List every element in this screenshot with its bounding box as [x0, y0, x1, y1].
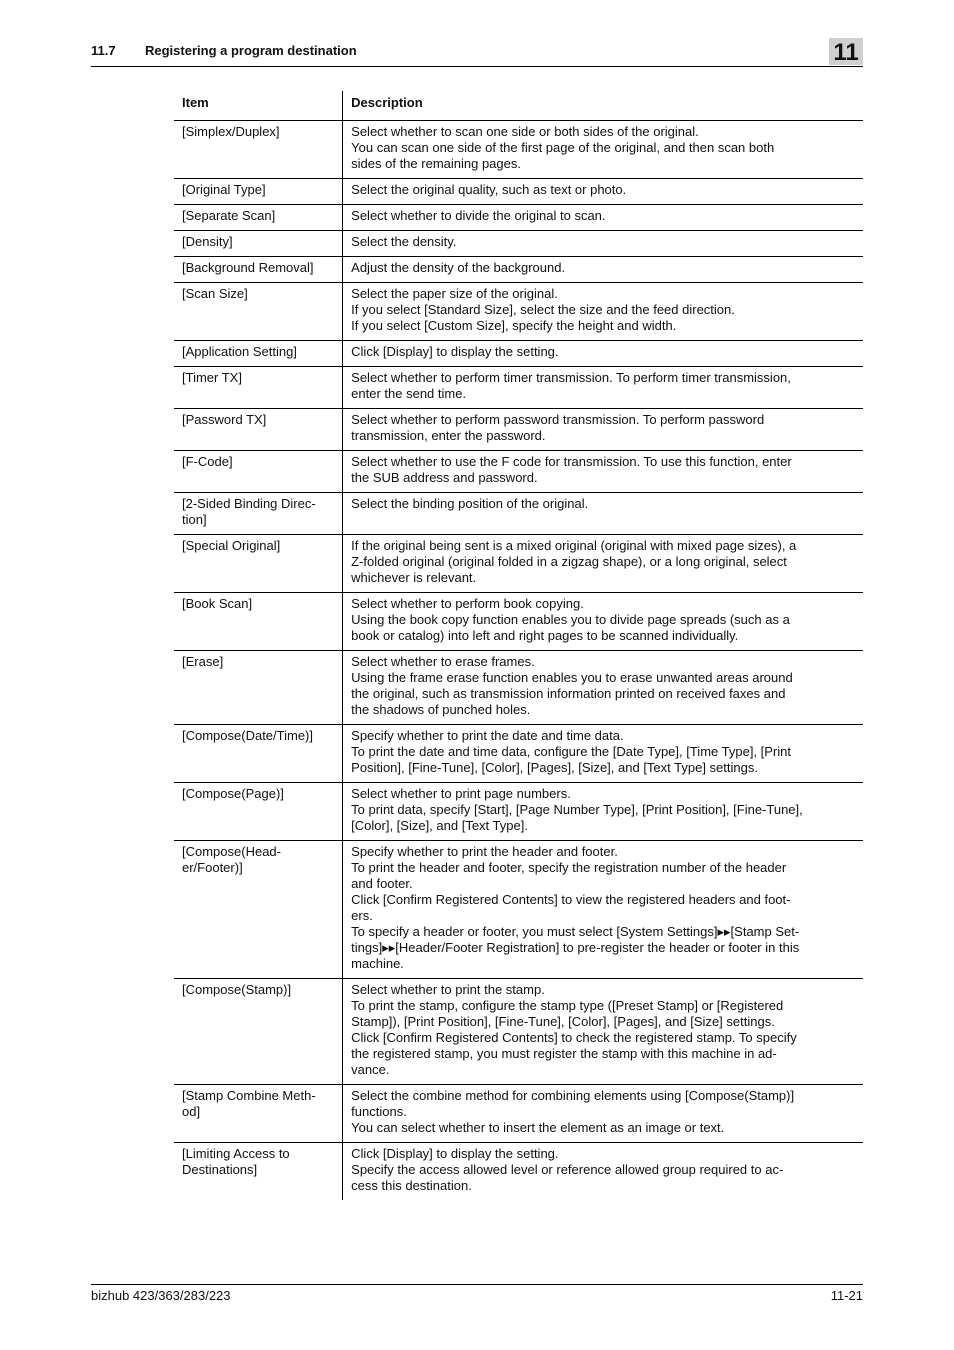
table-row — [174, 979, 863, 1085]
item-cell — [174, 257, 343, 283]
description-text: Using the book copy function enables you to divide page spreads (such as a — [351, 612, 790, 627]
description-text: If you select [Standard Size], select the size and the feed direction. — [351, 302, 735, 317]
item-cell — [174, 979, 343, 1085]
description-text: Click [Display] to display the setting. — [351, 1146, 559, 1161]
description-text: If the original being sent is a mixed original (original with mixed page sizes), a — [351, 538, 797, 553]
item-text: [Limiting Access to — [182, 1146, 290, 1161]
table-row — [174, 1085, 863, 1143]
item-cell — [174, 593, 343, 651]
item-text: [Timer TX] — [182, 370, 242, 385]
description-text: Select whether to perform book copying. — [351, 596, 584, 611]
item-text: [Separate Scan] — [182, 208, 276, 223]
item-text: Destinations] — [182, 1162, 258, 1177]
description-text: the registered stamp, you must register the stamp with this machine in ad- — [351, 1046, 777, 1061]
description-cell — [343, 451, 863, 493]
page-number: 11-21 — [830, 1288, 863, 1303]
table-row — [174, 121, 863, 179]
item-text: [Simplex/Duplex] — [182, 124, 280, 139]
item-cell — [174, 283, 343, 341]
item-text: [Compose(Head- — [182, 844, 281, 859]
description-text: Click [Display] to display the setting. — [351, 344, 559, 359]
table-row — [174, 205, 863, 231]
item-text: od] — [182, 1104, 201, 1119]
description-text: Select whether to print the stamp. — [351, 982, 545, 997]
table-row — [174, 179, 863, 205]
table-row — [174, 783, 863, 841]
description-text: Position], [Fine-Tune], [Color], [Pages], [Size], and [Text Type] settings. — [351, 760, 758, 775]
description-text: tings]▸▸[Header/Footer Registration] to pre-register the header or footer in this — [351, 940, 800, 955]
table-row — [174, 725, 863, 783]
description-text: the shadows of punched holes. — [351, 702, 531, 717]
description-text: transmission, enter the password. — [351, 428, 546, 443]
item-text: [Compose(Date/Time)] — [182, 728, 313, 743]
description-text: and footer. — [351, 876, 413, 891]
description-text: Select the binding position of the original. — [351, 496, 589, 511]
description-text: enter the send time. — [351, 386, 467, 401]
description-text: book or catalog) into left and right pages to be scanned individually. — [351, 628, 739, 643]
description-text: ers. — [351, 908, 373, 923]
table-body — [174, 121, 863, 1201]
item-text: [Special Original] — [182, 538, 281, 553]
description-text: sides of the remaining pages. — [351, 156, 521, 171]
description-text: Select whether to erase frames. — [351, 654, 535, 669]
item-cell — [174, 841, 343, 979]
description-text: Select the paper size of the original. — [351, 286, 558, 301]
section-title: Registering a program destination — [145, 43, 357, 58]
description-text: To print the stamp, configure the stamp type ([Preset Stamp] or [Registered — [351, 998, 784, 1013]
item-text: [2-Sided Binding Direc- — [182, 496, 316, 511]
description-text: Specify the access allowed level or reference allowed group required to ac- — [351, 1162, 784, 1177]
description-text: [Color], [Size], and [Text Type]. — [351, 818, 528, 833]
item-text: [F-Code] — [182, 454, 233, 469]
item-text: [Stamp Combine Meth- — [182, 1088, 316, 1103]
description-text: Select the original quality, such as text or photo. — [351, 182, 627, 197]
item-text: [Book Scan] — [182, 596, 253, 611]
description-text: functions. — [351, 1104, 407, 1119]
item-text: [Scan Size] — [182, 286, 248, 301]
description-text: Select whether to divide the original to scan. — [351, 208, 606, 223]
description-text: Select whether to use the F code for transmission. To use this function, enter — [351, 454, 792, 469]
description-cell — [343, 651, 863, 725]
page-header — [91, 40, 863, 67]
item-text: [Density] — [182, 234, 233, 249]
description-text: the SUB address and password. — [351, 470, 538, 485]
item-cell — [174, 1085, 343, 1143]
description-text: Select whether to perform timer transmission. To perform timer transmission, — [351, 370, 791, 385]
description-cell — [343, 725, 863, 783]
table-row — [174, 283, 863, 341]
description-text: machine. — [351, 956, 404, 971]
item-cell — [174, 535, 343, 593]
item-cell — [174, 1143, 343, 1201]
item-cell — [174, 341, 343, 367]
chapter-badge: 11 — [829, 38, 863, 65]
description-text: Select whether to perform password transmission. To perform password — [351, 412, 765, 427]
description-cell — [343, 783, 863, 841]
description-cell — [343, 179, 863, 205]
item-cell — [174, 725, 343, 783]
table-row — [174, 409, 863, 451]
description-cell — [343, 257, 863, 283]
item-cell — [174, 231, 343, 257]
description-text: You can select whether to insert the element as an image or text. — [351, 1120, 725, 1135]
description-text: Select the combine method for combining elements using [Compose(Stamp)] — [351, 1088, 795, 1103]
description-cell — [343, 121, 863, 179]
description-cell — [343, 283, 863, 341]
table-row — [174, 1143, 863, 1201]
description-text: Click [Confirm Registered Contents] to view the registered headers and foot- — [351, 892, 791, 907]
description-text: Select the density. — [351, 234, 457, 249]
description-text: Select whether to scan one side or both sides of the original. — [351, 124, 699, 139]
table-row — [174, 535, 863, 593]
description-text: Specify whether to print the date and time data. — [351, 728, 624, 743]
item-cell — [174, 451, 343, 493]
settings-table — [174, 91, 863, 1200]
description-text: You can scan one side of the first page of the original, and then scan both — [351, 140, 775, 155]
description-text: To specify a header or footer, you must select [System Settings]▸▸[Stamp Set- — [351, 924, 800, 939]
description-cell — [343, 205, 863, 231]
table-row — [174, 493, 863, 535]
description-text: If you select [Custom Size], specify the height and width. — [351, 318, 677, 333]
table-row — [174, 451, 863, 493]
item-text: [Erase] — [182, 654, 224, 669]
description-text: To print data, specify [Start], [Page Number Type], [Print Position], [Fine-Tune], — [351, 802, 803, 817]
item-text: [Application Setting] — [182, 344, 297, 359]
table-row — [174, 341, 863, 367]
item-text: [Background Removal] — [182, 260, 314, 275]
item-cell — [174, 179, 343, 205]
description-cell — [343, 231, 863, 257]
description-text: cess this destination. — [351, 1178, 472, 1193]
table-row — [174, 367, 863, 409]
description-text: Click [Confirm Registered Contents] to check the registered stamp. To specify — [351, 1030, 797, 1045]
description-cell — [343, 841, 863, 979]
item-cell — [174, 409, 343, 451]
description-cell — [343, 367, 863, 409]
description-text: Stamp]), [Print Position], [Fine-Tune], [Color], [Pages], and [Size] settings. — [351, 1014, 775, 1029]
description-text: Using the frame erase function enables you to erase unwanted areas around — [351, 670, 793, 685]
description-text: vance. — [351, 1062, 390, 1077]
description-cell — [343, 409, 863, 451]
item-text: tion] — [182, 512, 207, 527]
description-cell — [343, 341, 863, 367]
description-cell — [343, 1143, 863, 1201]
table-row — [174, 651, 863, 725]
description-text: Adjust the density of the background. — [351, 260, 566, 275]
description-text: Select whether to print page numbers. — [351, 786, 571, 801]
item-cell — [174, 493, 343, 535]
description-cell — [343, 535, 863, 593]
description-cell — [343, 593, 863, 651]
item-cell — [174, 783, 343, 841]
table-row — [174, 231, 863, 257]
model-name: bizhub 423/363/283/223 — [91, 1288, 231, 1303]
item-text: [Compose(Stamp)] — [182, 982, 292, 997]
item-cell — [174, 367, 343, 409]
item-cell — [174, 205, 343, 231]
description-cell — [343, 979, 863, 1085]
item-cell — [174, 121, 343, 179]
description-cell — [343, 1085, 863, 1143]
section-number: 11.7 — [91, 43, 116, 58]
page-footer — [91, 1284, 863, 1309]
description-cell — [343, 493, 863, 535]
description-text: Z-folded original (original folded in a zigzag shape), or a long original, select — [351, 554, 787, 569]
item-cell — [174, 651, 343, 725]
column-header-item: Item — [174, 91, 343, 121]
table-row — [174, 593, 863, 651]
description-text: Specify whether to print the header and footer. — [351, 844, 618, 859]
description-text: To print the date and time data, configure the [Date Type], [Time Type], [Print — [351, 744, 791, 759]
table-row — [174, 841, 863, 979]
item-text: [Compose(Page)] — [182, 786, 284, 801]
item-text: [Password TX] — [182, 412, 267, 427]
table-row — [174, 257, 863, 283]
item-text: er/Footer)] — [182, 860, 243, 875]
table-header-row — [174, 91, 863, 121]
description-text: To print the header and footer, specify the registration number of the header — [351, 860, 787, 875]
column-header-description: Description — [343, 91, 863, 121]
item-text: [Original Type] — [182, 182, 266, 197]
description-text: whichever is relevant. — [351, 570, 477, 585]
description-text: the original, such as transmission information printed on received faxes and — [351, 686, 786, 701]
